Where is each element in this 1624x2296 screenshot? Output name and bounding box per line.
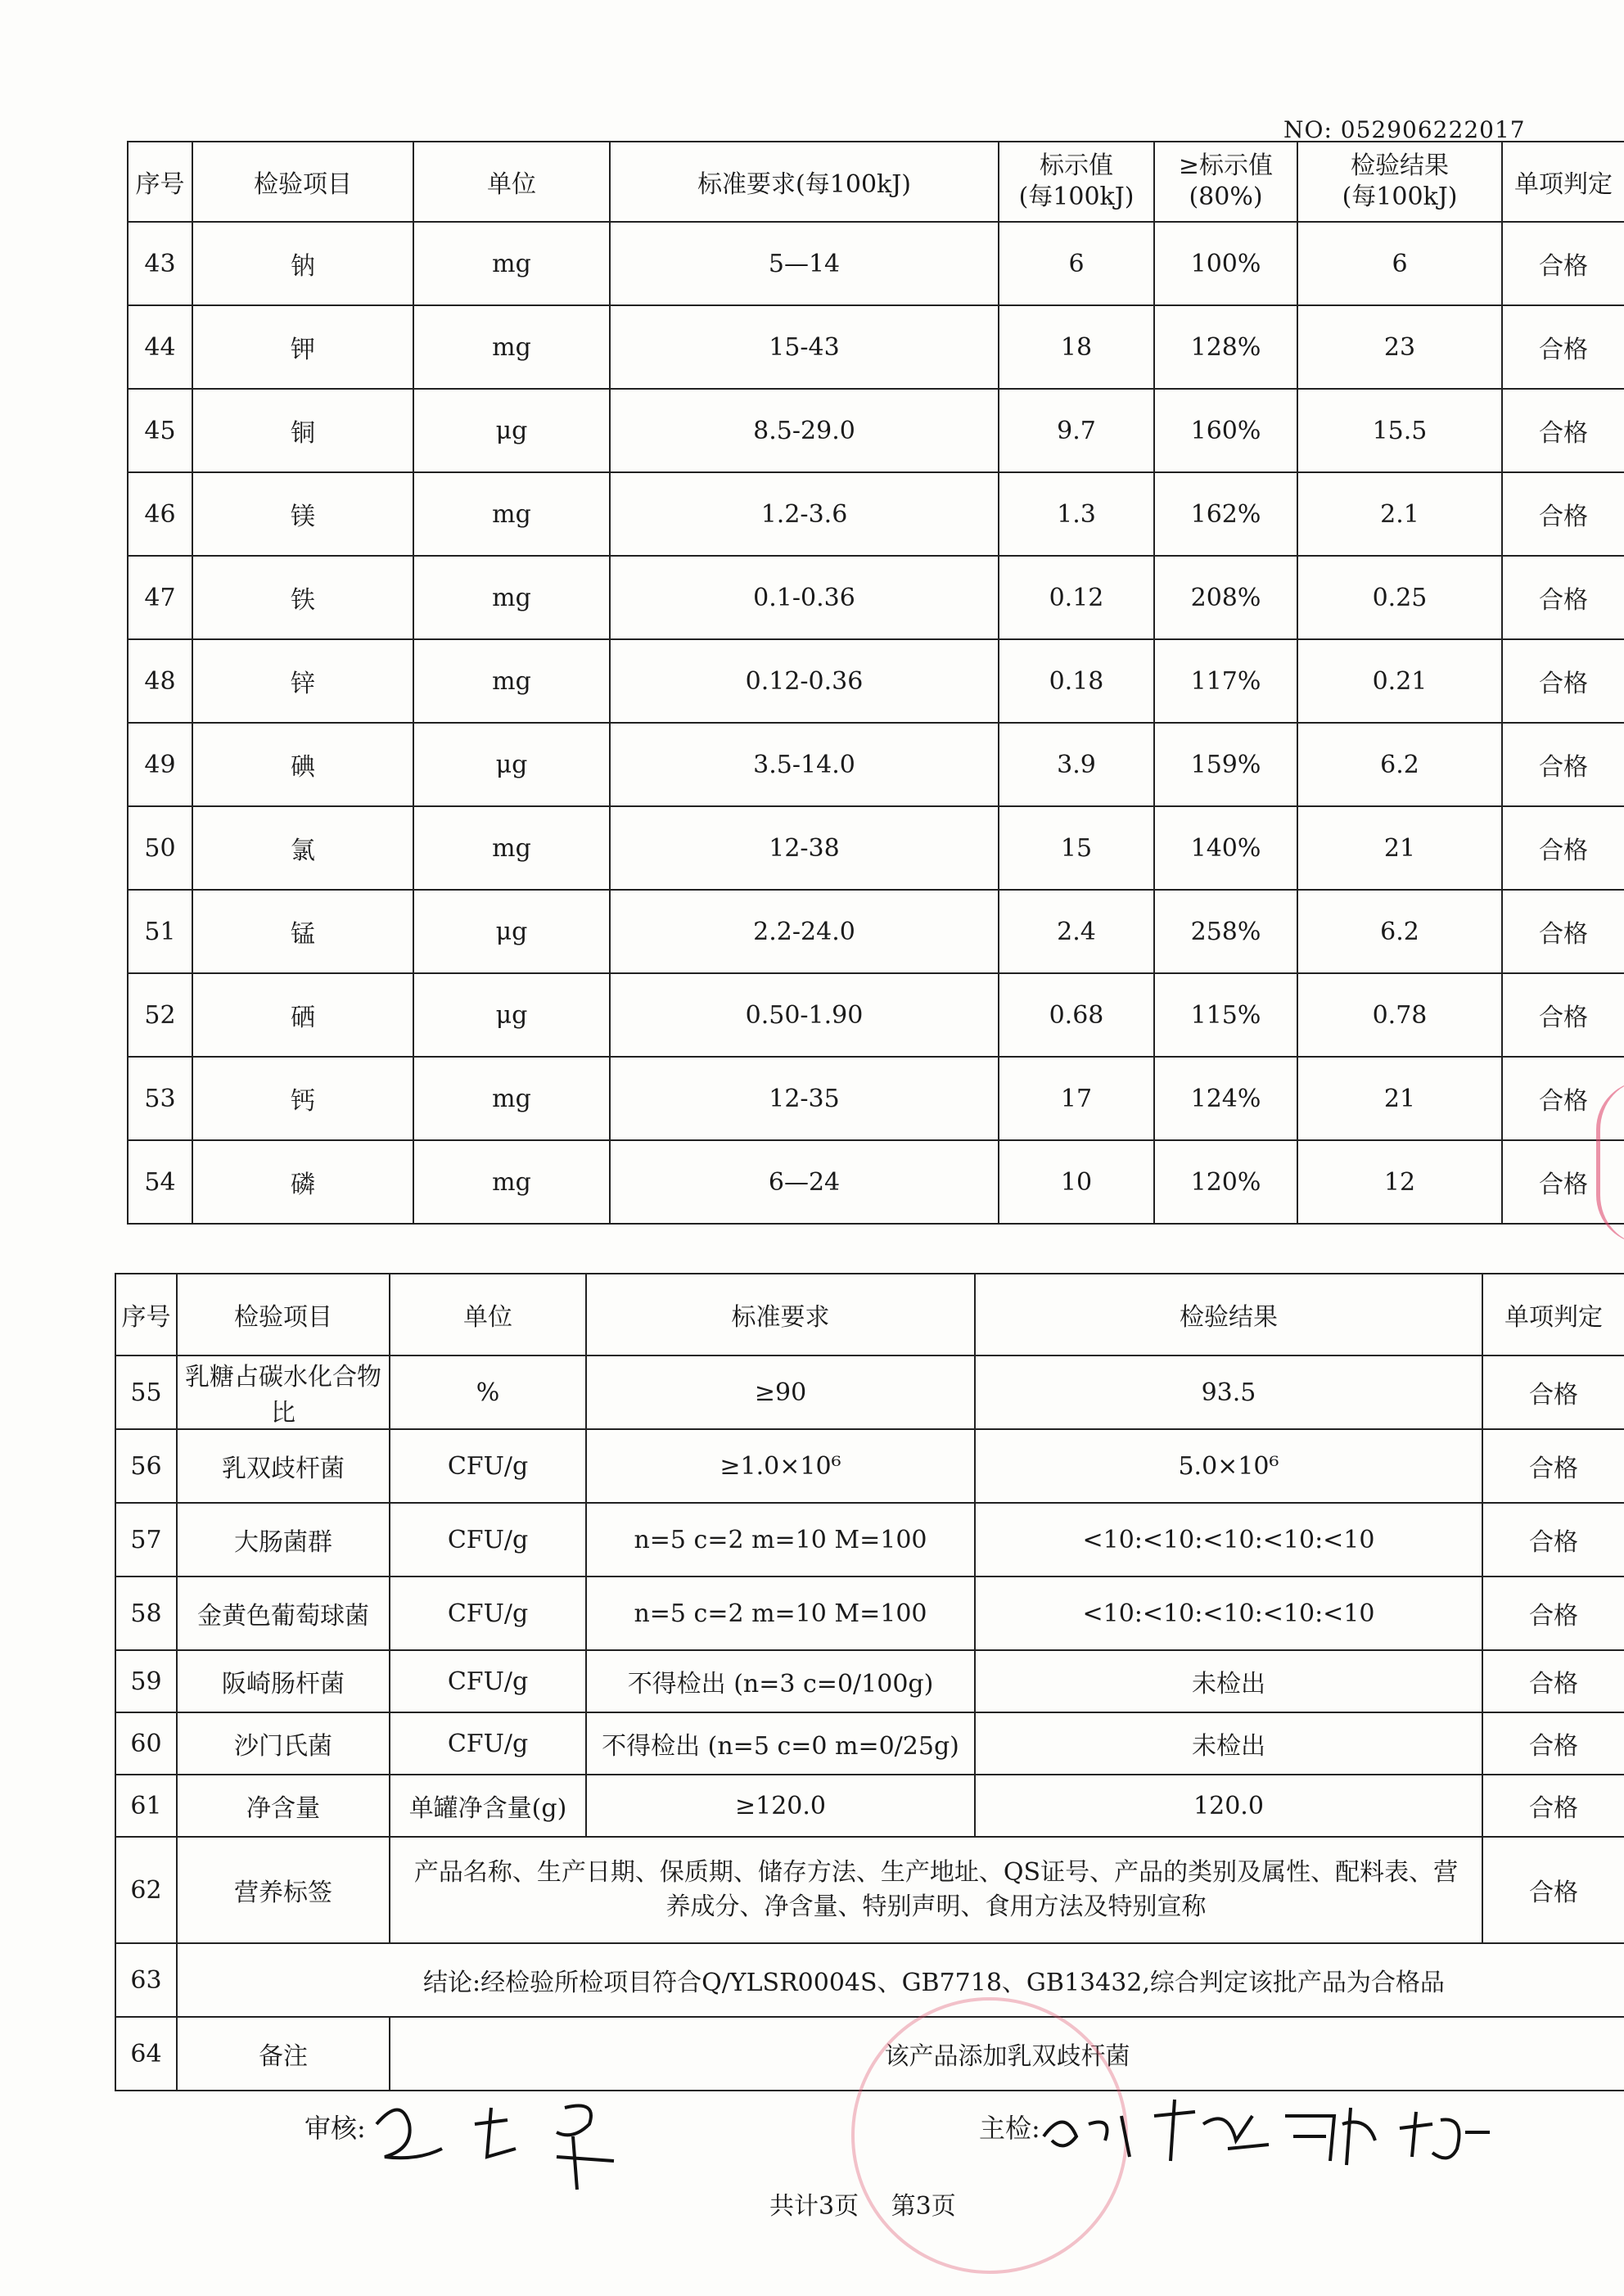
- header-ratio-line1: ≥标示值: [1178, 151, 1274, 180]
- cell-ratio: 208%: [1154, 556, 1297, 639]
- cell-result: 0.25: [1297, 556, 1502, 639]
- cell-item: 硒: [192, 973, 413, 1057]
- cell-result: 0.78: [1297, 973, 1502, 1057]
- cell-ratio: 162%: [1154, 472, 1297, 556]
- header-unit: 单位: [390, 1274, 586, 1355]
- cell-verdict: 合格: [1502, 472, 1624, 556]
- cell-unit: mg: [413, 556, 610, 639]
- cell-ratio: 117%: [1154, 639, 1297, 723]
- cell-unit: CFU/g: [390, 1429, 586, 1503]
- cell-standard: 2.2-24.0: [610, 890, 999, 973]
- cell-seq: 48: [128, 639, 192, 723]
- audit-signature: [304, 2108, 366, 2145]
- nutrient-table: [127, 141, 1624, 1225]
- label-verdict: 合格: [1482, 1837, 1624, 1943]
- cell-seq: 59: [115, 1650, 177, 1712]
- cell-verdict: 合格: [1482, 1355, 1624, 1429]
- cell-item: 氯: [192, 806, 413, 890]
- table-row: [115, 1503, 1624, 1577]
- cell-verdict: 合格: [1502, 806, 1624, 890]
- cell-label-value: 18: [999, 305, 1154, 389]
- table-row: [128, 723, 1624, 806]
- cell-label-value: 6: [999, 222, 1154, 305]
- cell-label-value: 15: [999, 806, 1154, 890]
- table-row: [115, 1650, 1624, 1712]
- cell-item: 锰: [192, 890, 413, 973]
- cell-result: 6.2: [1297, 723, 1502, 806]
- cell-unit: mg: [413, 222, 610, 305]
- cell-result: 0.21: [1297, 639, 1502, 723]
- cell-item: 铁: [192, 556, 413, 639]
- cell-ratio: 159%: [1154, 723, 1297, 806]
- cell-item: 锌: [192, 639, 413, 723]
- cell-item: 镁: [192, 472, 413, 556]
- cell-unit: mg: [413, 472, 610, 556]
- cell-result: 15.5: [1297, 389, 1502, 472]
- cell-standard: 1.2-3.6: [610, 472, 999, 556]
- table-row: [128, 973, 1624, 1057]
- cell-standard: 8.5-29.0: [610, 389, 999, 472]
- cell-result: 120.0: [975, 1775, 1482, 1837]
- header-result-line1: 检验结果: [1351, 151, 1449, 180]
- cell-standard: 不得检出 (n=3 c=0/100g): [586, 1650, 975, 1712]
- cell-item: 钾: [192, 305, 413, 389]
- cell-unit: mg: [413, 639, 610, 723]
- cell-result: 未检出: [975, 1650, 1482, 1712]
- conclusion-text: 结论:经检验所检项目符合Q/YLSR0004S、GB7718、GB13432,综合判定该批产品为合格品: [177, 1943, 1624, 2017]
- cell-standard: 0.50-1.90: [610, 973, 999, 1057]
- cell-label-value: 9.7: [999, 389, 1154, 472]
- cell-result: 2.1: [1297, 472, 1502, 556]
- header-result-line2: (每100kJ): [1342, 183, 1458, 211]
- cell-seq: 50: [128, 806, 192, 890]
- total-pages: 共计3页: [769, 2192, 859, 2221]
- cell-standard: n=5 c=2 m=10 M=100: [586, 1503, 975, 1577]
- cell-standard: 12-38: [610, 806, 999, 890]
- cell-verdict: 合格: [1502, 890, 1624, 973]
- header-ratio-line2: (80%): [1189, 183, 1263, 211]
- label-content: 产品名称、生产日期、保质期、储存方法、生产地址、QS证号、产品的类别及属性、配料表、营养成分、净含量、特别声明、食用方法及特别宣称: [390, 1837, 1482, 1943]
- cell-label-value: 0.12: [999, 556, 1154, 639]
- cell-unit: CFU/g: [390, 1577, 586, 1650]
- cell-verdict: 合格: [1482, 1503, 1624, 1577]
- remark-seq: 64: [115, 2017, 177, 2091]
- cell-item: 阪崎肠杆菌: [177, 1650, 390, 1712]
- cell-standard: n=5 c=2 m=10 M=100: [586, 1577, 975, 1650]
- cell-item: 净含量: [177, 1775, 390, 1837]
- cell-standard: 6—24: [610, 1140, 999, 1224]
- cell-verdict: 合格: [1502, 556, 1624, 639]
- cell-verdict: 合格: [1502, 723, 1624, 806]
- cell-verdict: 合格: [1502, 222, 1624, 305]
- current-page: 第3页: [891, 2192, 956, 2221]
- cell-item: 金黄色葡萄球菌: [177, 1577, 390, 1650]
- cell-ratio: 100%: [1154, 222, 1297, 305]
- cell-label-value: 2.4: [999, 890, 1154, 973]
- cell-verdict: 合格: [1502, 389, 1624, 472]
- cell-seq: 58: [115, 1577, 177, 1650]
- header-label-value-line2: (每100kJ): [1018, 183, 1135, 211]
- label-item: 营养标签: [177, 1837, 390, 1943]
- cell-ratio: 160%: [1154, 389, 1297, 472]
- remark-text: 该产品添加乳双歧杆菌: [390, 2017, 1624, 2091]
- header-seq: 序号: [115, 1274, 177, 1355]
- cell-standard: ≥120.0: [586, 1775, 975, 1837]
- main-inspector-signature: [979, 2108, 1040, 2145]
- cell-result: 93.5: [975, 1355, 1482, 1429]
- cell-standard: 不得检出 (n=5 c=0 m=0/25g): [586, 1712, 975, 1775]
- cell-item: 磷: [192, 1140, 413, 1224]
- cell-unit: mg: [413, 1057, 610, 1140]
- cell-unit: %: [390, 1355, 586, 1429]
- cell-ratio: 128%: [1154, 305, 1297, 389]
- table-row: [115, 1355, 1624, 1429]
- cell-unit: CFU/g: [390, 1503, 586, 1577]
- cell-standard: ≥1.0×10⁶: [586, 1429, 975, 1503]
- cell-standard: ≥90: [586, 1355, 975, 1429]
- cell-seq: 57: [115, 1503, 177, 1577]
- cell-result: 6: [1297, 222, 1502, 305]
- conclusion-row: [115, 1943, 1624, 2017]
- conclusion-seq: 63: [115, 1943, 177, 2017]
- cell-result: 12: [1297, 1140, 1502, 1224]
- cell-item: 钙: [192, 1057, 413, 1140]
- cell-result: 未检出: [975, 1712, 1482, 1775]
- cell-unit: μg: [413, 973, 610, 1057]
- table-row: [115, 1775, 1624, 1837]
- cell-result: 21: [1297, 806, 1502, 890]
- cell-result: <10:<10:<10:<10:<10: [975, 1503, 1482, 1577]
- cell-verdict: 合格: [1502, 305, 1624, 389]
- table-row: [128, 806, 1624, 890]
- table-row: [128, 890, 1624, 973]
- cell-standard: 15-43: [610, 305, 999, 389]
- header-verdict: 单项判定: [1482, 1274, 1624, 1355]
- cell-seq: 51: [128, 890, 192, 973]
- cell-label-value: 17: [999, 1057, 1154, 1140]
- table-row: [128, 472, 1624, 556]
- main-signature-scribble: [1040, 2091, 1498, 2181]
- report-number-value: 052906222017: [1340, 116, 1526, 143]
- cell-seq: 52: [128, 973, 192, 1057]
- table-row: [128, 556, 1624, 639]
- cell-standard: 12-35: [610, 1057, 999, 1140]
- cell-seq: 56: [115, 1429, 177, 1503]
- table-row: [128, 1057, 1624, 1140]
- quality-table: [115, 1273, 1624, 2091]
- table-row: [115, 1429, 1624, 1503]
- cell-unit: 单罐净含量(g): [390, 1775, 586, 1837]
- header-label-value-line1: 标示值: [1040, 151, 1113, 180]
- table-row: [128, 639, 1624, 723]
- table-row: [128, 222, 1624, 305]
- header-standard: 标准要求: [586, 1274, 975, 1355]
- cell-verdict: 合格: [1502, 1140, 1624, 1224]
- header-result: [1297, 142, 1502, 222]
- cell-standard: 0.12-0.36: [610, 639, 999, 723]
- cell-verdict: 合格: [1482, 1577, 1624, 1650]
- cell-seq: 46: [128, 472, 192, 556]
- table-row: [115, 1577, 1624, 1650]
- header-item: 检验项目: [177, 1274, 390, 1355]
- cell-unit: μg: [413, 389, 610, 472]
- cell-verdict: 合格: [1482, 1712, 1624, 1775]
- cell-seq: 61: [115, 1775, 177, 1837]
- cell-standard: 3.5-14.0: [610, 723, 999, 806]
- label-seq: 62: [115, 1837, 177, 1943]
- cell-verdict: 合格: [1502, 973, 1624, 1057]
- header-label-value: [999, 142, 1154, 222]
- cell-label-value: 10: [999, 1140, 1154, 1224]
- cell-result: 21: [1297, 1057, 1502, 1140]
- cell-unit: μg: [413, 890, 610, 973]
- cell-ratio: 120%: [1154, 1140, 1297, 1224]
- cell-verdict: 合格: [1482, 1775, 1624, 1837]
- table-row: [128, 389, 1624, 472]
- header-unit: 单位: [413, 142, 610, 222]
- cell-seq: 55: [115, 1355, 177, 1429]
- table-row: [128, 1140, 1624, 1224]
- audit-label: 审核:: [304, 2113, 366, 2144]
- page-footer: [769, 2185, 981, 2222]
- cell-item: 碘: [192, 723, 413, 806]
- report-number-label: NO:: [1283, 116, 1333, 143]
- cell-standard: 0.1-0.36: [610, 556, 999, 639]
- report-number: [1283, 116, 1526, 143]
- cell-label-value: 1.3: [999, 472, 1154, 556]
- cell-seq: 54: [128, 1140, 192, 1224]
- cell-ratio: 115%: [1154, 973, 1297, 1057]
- cell-unit: μg: [413, 723, 610, 806]
- audit-signature-scribble: [368, 2091, 647, 2198]
- cell-result: <10:<10:<10:<10:<10: [975, 1577, 1482, 1650]
- cell-result: 5.0×10⁶: [975, 1429, 1482, 1503]
- cell-seq: 49: [128, 723, 192, 806]
- cell-label-value: 0.68: [999, 973, 1154, 1057]
- cell-verdict: 合格: [1482, 1650, 1624, 1712]
- header-standard: 标准要求(每100kJ): [610, 142, 999, 222]
- cell-unit: mg: [413, 305, 610, 389]
- cell-seq: 60: [115, 1712, 177, 1775]
- header-item: 检验项目: [192, 142, 413, 222]
- cell-ratio: 140%: [1154, 806, 1297, 890]
- cell-label-value: 0.18: [999, 639, 1154, 723]
- cell-item: 钠: [192, 222, 413, 305]
- header-verdict: 单项判定: [1502, 142, 1624, 222]
- cell-item: 沙门氏菌: [177, 1712, 390, 1775]
- table-header-row: [128, 142, 1624, 222]
- main-label: 主检:: [979, 2113, 1040, 2144]
- table-row: [115, 1712, 1624, 1775]
- cell-item: 大肠菌群: [177, 1503, 390, 1577]
- cell-verdict: 合格: [1502, 639, 1624, 723]
- table-row: [128, 305, 1624, 389]
- cell-result: 6.2: [1297, 890, 1502, 973]
- cell-item: 乳双歧杆菌: [177, 1429, 390, 1503]
- cell-standard: 5—14: [610, 222, 999, 305]
- cell-verdict: 合格: [1482, 1429, 1624, 1503]
- header-seq: 序号: [128, 142, 192, 222]
- cell-ratio: 258%: [1154, 890, 1297, 973]
- cell-unit: mg: [413, 806, 610, 890]
- header-result: 检验结果: [975, 1274, 1482, 1355]
- cell-item: 乳糖占碳水化合物比: [177, 1355, 390, 1429]
- cell-seq: 47: [128, 556, 192, 639]
- cell-seq: 43: [128, 222, 192, 305]
- nutrition-label-row: [115, 1837, 1624, 1943]
- cell-unit: CFU/g: [390, 1650, 586, 1712]
- cell-unit: mg: [413, 1140, 610, 1224]
- cell-item: 铜: [192, 389, 413, 472]
- remark-label: 备注: [177, 2017, 390, 2091]
- header-ratio: [1154, 142, 1297, 222]
- cell-seq: 53: [128, 1057, 192, 1140]
- cell-result: 23: [1297, 305, 1502, 389]
- cell-verdict: 合格: [1502, 1057, 1624, 1140]
- cell-ratio: 124%: [1154, 1057, 1297, 1140]
- cell-seq: 45: [128, 389, 192, 472]
- cell-unit: CFU/g: [390, 1712, 586, 1775]
- cell-seq: 44: [128, 305, 192, 389]
- table-header-row: [115, 1274, 1624, 1355]
- cell-label-value: 3.9: [999, 723, 1154, 806]
